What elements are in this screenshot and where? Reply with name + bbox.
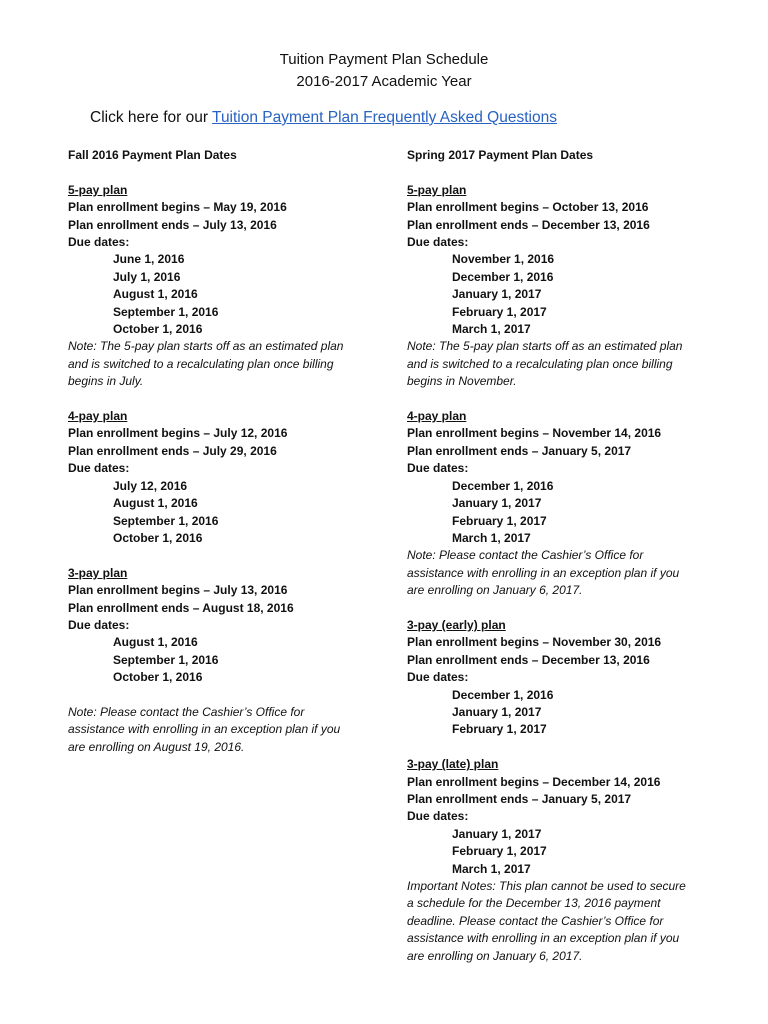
due-dates-list — [407, 478, 747, 548]
fall-column — [68, 147, 408, 774]
plan-block — [68, 182, 408, 391]
enrollment-ends: Plan enrollment ends – December 13, 2016 — [407, 217, 650, 232]
due-date: January 1, 2017 — [452, 826, 542, 841]
plan-block — [407, 408, 747, 599]
due-date: July 1, 2016 — [113, 269, 181, 284]
plan-note — [68, 338, 408, 390]
enrollment-begins: Plan enrollment begins – October 13, 2016 — [407, 200, 649, 215]
plan-title: 3-pay (late) plan — [407, 757, 499, 772]
due-date: December 1, 2016 — [452, 478, 554, 493]
due-dates-label: Due dates: — [407, 670, 469, 685]
due-date: March 1, 2017 — [452, 861, 531, 876]
enrollment-ends: Plan enrollment ends – July 29, 2016 — [68, 443, 277, 458]
due-date: August 1, 2016 — [113, 496, 198, 511]
plan-block — [68, 565, 408, 756]
due-date: December 1, 2016 — [452, 687, 554, 702]
due-dates-label: Due dates: — [407, 235, 469, 250]
due-date: March 1, 2017 — [452, 530, 531, 545]
due-dates-label: Due dates: — [407, 809, 469, 824]
plan-note — [407, 878, 747, 965]
due-date: August 1, 2016 — [113, 287, 198, 302]
enrollment-begins: Plan enrollment begins – July 12, 2016 — [68, 426, 288, 441]
note-line: and is switched to a recalculating plan once billing — [407, 356, 673, 371]
due-dates-label: Due dates: — [68, 617, 130, 632]
due-date: September 1, 2016 — [113, 513, 219, 528]
due-dates-list — [407, 826, 747, 878]
due-dates-label: Due dates: — [407, 461, 469, 476]
note-line: Note: Please contact the Cashier’s Office for — [407, 548, 644, 563]
due-dates-label: Due dates: — [68, 235, 130, 250]
plan-title: 5-pay plan — [407, 182, 467, 197]
due-dates-list — [68, 251, 408, 338]
plan-block — [407, 617, 747, 739]
due-date: December 1, 2016 — [452, 269, 554, 284]
due-date: September 1, 2016 — [113, 652, 219, 667]
note-line: are enrolling on January 6, 2017. — [407, 583, 583, 598]
note-line: Important Notes: This plan cannot be used to secure — [407, 879, 686, 893]
note-line: Note: The 5-pay plan starts off as an estimated plan — [68, 339, 344, 354]
due-dates-list — [68, 478, 408, 548]
plan-title: 4-pay plan — [68, 409, 128, 424]
note-line: Note: The 5-pay plan starts off as an estimated plan — [407, 339, 683, 354]
enrollment-begins: Plan enrollment begins – November 30, 2016 — [407, 635, 662, 650]
due-date: September 1, 2016 — [113, 304, 219, 319]
note-line: Note: Please contact the Cashier’s Office for — [68, 704, 305, 719]
plan-title: 4-pay plan — [407, 409, 467, 424]
due-date: June 1, 2016 — [113, 252, 185, 267]
enrollment-begins: Plan enrollment begins – December 14, 2016 — [407, 774, 661, 789]
due-dates-list — [407, 687, 747, 739]
due-dates-label: Due dates: — [68, 461, 130, 476]
note-line: a schedule for the December 13, 2016 payment — [407, 896, 661, 911]
note-line: are enrolling on August 19, 2016. — [68, 739, 245, 754]
plan-note — [407, 547, 747, 599]
due-date: January 1, 2017 — [452, 287, 542, 302]
enrollment-ends: Plan enrollment ends – July 13, 2016 — [68, 217, 277, 232]
note-line: assistance with enrolling in an exception plan if you — [407, 931, 680, 946]
due-date: February 1, 2017 — [452, 304, 547, 319]
plan-block — [68, 408, 408, 547]
plan-title: 3-pay plan — [68, 565, 128, 580]
due-date: October 1, 2016 — [113, 322, 203, 337]
plan-note — [407, 338, 747, 390]
academic-year: 2016-2017 Academic Year — [296, 73, 472, 90]
faq-prefix: Click here for our — [90, 109, 213, 126]
note-line: deadline. Please contact the Cashier’s Office for — [407, 913, 664, 928]
spring-plans — [407, 182, 747, 965]
due-date: November 1, 2016 — [452, 252, 555, 267]
plan-block — [407, 756, 747, 965]
note-line: assistance with enrolling in an exception plan if you — [68, 722, 341, 737]
fall-plans — [68, 182, 408, 756]
enrollment-begins: Plan enrollment begins – May 19, 2016 — [68, 200, 287, 215]
note-line: begins in November. — [407, 374, 517, 389]
due-date: February 1, 2017 — [452, 513, 547, 528]
enrollment-ends: Plan enrollment ends – August 18, 2016 — [68, 600, 294, 615]
due-date: March 1, 2017 — [452, 322, 531, 337]
enrollment-ends: Plan enrollment ends – December 13, 2016 — [407, 652, 650, 667]
note-line: begins in July. — [68, 374, 144, 389]
due-date: October 1, 2016 — [113, 530, 203, 545]
note-line: and is switched to a recalculating plan once billing — [68, 356, 334, 371]
due-date: February 1, 2017 — [452, 844, 547, 859]
due-date: January 1, 2017 — [452, 704, 542, 719]
note-line: are enrolling on January 6, 2017. — [407, 948, 583, 963]
enrollment-begins: Plan enrollment begins – July 13, 2016 — [68, 583, 288, 598]
due-dates-list — [68, 634, 408, 686]
spring-heading: Spring 2017 Payment Plan Dates — [407, 148, 594, 162]
plan-title: 3-pay (early) plan — [407, 617, 506, 632]
due-dates-list — [407, 251, 747, 338]
due-date: August 1, 2016 — [113, 635, 198, 650]
faq-line — [90, 107, 557, 129]
due-date: July 12, 2016 — [113, 478, 188, 493]
enrollment-begins: Plan enrollment begins – November 14, 2016 — [407, 426, 662, 441]
document-title: Tuition Payment Plan Schedule — [279, 51, 489, 68]
plan-block — [407, 182, 747, 391]
plan-note — [68, 704, 408, 756]
faq-link[interactable]: Tuition Payment Plan Frequently Asked Questions — [212, 109, 557, 126]
enrollment-ends: Plan enrollment ends – January 5, 2017 — [407, 443, 632, 458]
fall-heading: Fall 2016 Payment Plan Dates — [68, 148, 237, 162]
due-date: October 1, 2016 — [113, 670, 203, 685]
due-date: January 1, 2017 — [452, 496, 542, 511]
spring-column — [407, 147, 747, 982]
enrollment-ends: Plan enrollment ends – January 5, 2017 — [407, 791, 632, 806]
due-date: February 1, 2017 — [452, 722, 547, 737]
plan-title: 5-pay plan — [68, 182, 128, 197]
note-line: assistance with enrolling in an exception plan if you — [407, 565, 680, 580]
